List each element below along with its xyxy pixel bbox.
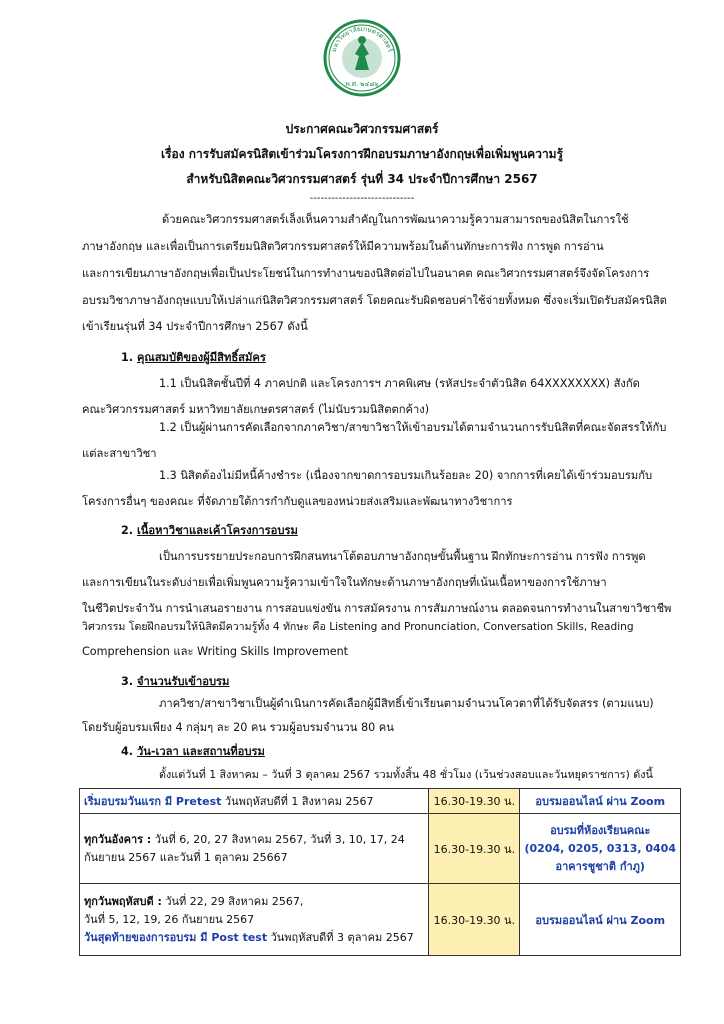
table-row [80,814,681,884]
schedule-date-cell: ทุกวันพฤหัสบดี : วันที่ 22, 29 สิงหาคม 2567, วันที่ 5, 12, 19, 26 กันยายน 2567 วันสุดท้ายของการอบรม มี Post test วันพฤหัสบดีที่ 3 ตุลาคม 2567 [80,884,429,956]
schedule-place-cell: อบรมออนไลน์ ผ่าน Zoom [520,884,681,956]
table-row [80,789,681,814]
table-row [80,884,681,956]
section-1-line: โครงการอื่นๆ ของคณะ ที่จัดภายใต้การกำกับดูแลของหน่วยส่งเสริมและพัฒนาทางวิชาการ [82,495,513,508]
section-1-line: 1.2 เป็นผู้ผ่านการคัดเลือกจากภาควิชา/สาขาวิชาให้เข้าอบรมได้ตามจำนวนการรับนิสิตที่คณะจัดสรรให้กับ [159,421,667,434]
section-3-line: ภาควิชา/สาขาวิชาเป็นผู้ดำเนินการคัดเลือกผู้มีสิทธิ์เข้าเรียนตามจำนวนโควตาที่ได้รับจัดสรร (ตามแนบ) [159,697,654,710]
schedule-table [79,788,681,956]
divider: ----------------------------- [309,193,415,204]
intro-line: ด้วยคณะวิศวกรรมศาสตร์เล็งเห็นความสำคัญในการพัฒนาความรู้ความสามารถของนิสิตในการใช้ [162,213,629,226]
doc-subject: เรื่อง การรับสมัครนิสิตเข้าร่วมโครงการฝึกอบรมภาษาอังกฤษเพื่อเพิ่มพูนความรู้ [160,147,564,161]
section-2-line: ในชีวิตประจำวัน การนำเสนอรายงาน การสอบแข่งขัน การสมัครงาน การสัมภาษณ์งาน ตลอดจนการทำงานในสาขาวิชาชีพ [82,602,672,615]
section-2-heading: 2. เนื้อหาวิชาและเค้าโครงการอบรม [121,524,298,537]
section-4-line: ตั้งแต่วันที่ 1 สิงหาคม – วันที่ 3 ตุลาคม 2567 รวมทั้งสิ้น 48 ชั่วโมง (เว้นช่วงสอบและวันหยุดราชการ) ดังนี้ [159,768,653,781]
doc-title: ประกาศคณะวิศวกรรมศาสตร์ [285,122,439,136]
section-2-line: และการเขียนในระดับง่ายเพื่อเพิ่มพูนความรู้ความเข้าใจในทักษะด้านภาษาอังกฤษที่เน้นเนื้อหาของการใช้ภาษา [82,576,607,589]
section-2-line: วิศวกรรม โดยฝึกอบรมให้นิสิตมีความรู้ทั้ง 4 ทักษะ คือ Listening and Pronunciation, Conversation Skills, Reading [82,621,634,633]
svg-text:มหาวิทยาลัยเกษตรศาสตร์: มหาวิทยาลัยเกษตรศาสตร์ [329,24,395,53]
schedule-place-cell: อบรมที่ห้องเรียนคณะ (0204, 0205, 0313, 0404 อาคารชูชาติ กำภู) [520,814,681,884]
schedule-time-cell: 16.30-19.30 น. [429,814,520,884]
schedule-date-cell: เริ่มอบรมวันแรก มี Pretest วันพฤหัสบดีที่ 1 สิงหาคม 2567 [80,789,429,814]
intro-line: ภาษาอังกฤษ และเพื่อเป็นการเตรียมนิสิตวิศวกรรมศาสตร์ให้มีความพร้อมในด้านทักษะการฟัง การพูด การอ่าน [82,240,604,253]
section-3-line: โดยรับผู้อบรมเพียง 4 กลุ่มๆ ละ 20 คน รวมผู้อบรมจำนวน 80 คน [82,721,394,734]
doc-target-group: สำหรับนิสิตคณะวิศวกรรมศาสตร์ รุ่นที่ 34 ประจำปีการศึกษา 2567 [186,172,538,186]
intro-line: อบรมวิชาภาษาอังกฤษแบบให้เปล่าแก่นิสิตวิศวกรรมศาสตร์ โดยคณะรับผิดชอบค่าใช้จ่ายทั้งหมด ซึ่งจะเริ่มเปิดรับสมัครนิสิต [82,294,667,307]
section-1-line: แต่ละสาขาวิชา [82,447,157,460]
schedule-place-cell: อบรมออนไลน์ ผ่าน Zoom [520,789,681,814]
schedule-time-cell: 16.30-19.30 น. [429,789,520,814]
schedule-time-cell: 16.30-19.30 น. [429,884,520,956]
intro-line: และการเขียนภาษาอังกฤษเพื่อเป็นประโยชน์ในการทำงานของนิสิตต่อไปในอนาคต คณะวิศวกรรมศาสตร์จึงจัดโครงการ [82,267,650,280]
section-4-heading: 4. วัน-เวลา และสถานที่อบรม [121,745,265,758]
section-1-line: 1.3 นิสิตต้องไม่มีหนี้ค้างชำระ (เนื่องจากขาดการอบรมเกินร้อยละ 20) จากการที่เคยได้เข้าร่วมอบรมกับ [159,469,653,482]
section-1-line: 1.1 เป็นนิสิตชั้นปีที่ 4 ภาคปกติ และโครงการฯ ภาคพิเศษ (รหัสประจำตัวนิสิต 64XXXXXXXX) สังกัด [159,377,640,390]
intro-line: เข้าเรียนรุ่นที่ 34 ประจำปีการศึกษา 2567 ดังนี้ [82,320,308,333]
section-1-heading: 1. คุณสมบัติของผู้มีสิทธิ์สมัคร [121,351,266,364]
svg-text:พ.ศ. ๒๔๘๖: พ.ศ. ๒๔๘๖ [345,80,379,88]
schedule-date-cell: ทุกวันอังคาร : วันที่ 6, 20, 27 สิงหาคม 2567, วันที่ 3, 10, 17, 24 กันยายน 2567 และวันที่ 1 ตุลาคม 25667 [80,814,429,884]
university-seal-logo [323,12,401,106]
section-3-heading: 3. จำนวนรับเข้าอบรม [121,675,230,688]
section-2-line: เป็นการบรรยายประกอบการฝึกสนทนาโต้ตอบภาษาอังกฤษขั้นพื้นฐาน ฝึกทักษะการอ่าน การฟัง การพูด [159,550,646,563]
section-1-line: คณะวิศวกรรมศาสตร์ มหาวิทยาลัยเกษตรศาสตร์ (ไม่นับรวมนิสิตตกค้าง) [82,403,430,416]
section-2-line: Comprehension และ Writing Skills Improvement [82,645,349,658]
